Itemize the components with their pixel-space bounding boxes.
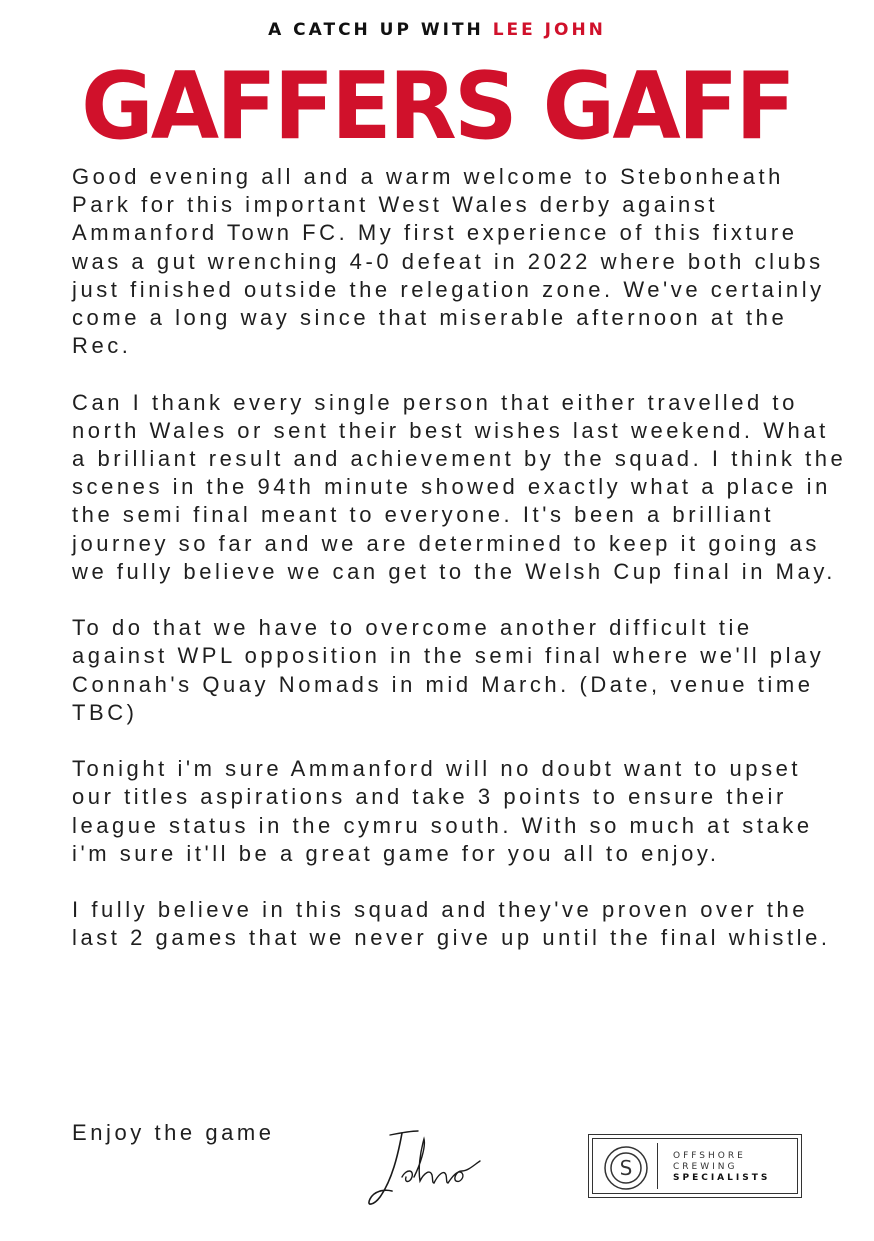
paragraph-3: To do that we have to overcome another difficult tie against WPL opposition in the semi final where we'll play Connah's Quay Nomads in mid March. (Date, venue time TBC) <box>72 615 825 725</box>
article-body <box>72 163 852 981</box>
sponsor-badge <box>588 1134 802 1198</box>
paragraph-5: I fully believe in this squad and they've proven over the last 2 games that we never give up until the final whistle. <box>72 897 831 951</box>
kicker <box>0 20 874 40</box>
paragraph-4: Tonight i'm sure Ammanford will no doubt want to upset our titles aspirations and take 3 points to ensure their league status in the cymru south. With so much at stake i'm sure it'll be a great game for you all to enjoy. <box>72 756 813 866</box>
sponsor-inner-border <box>592 1138 798 1194</box>
sponsor-text <box>673 1151 770 1184</box>
sponsor-logo-letter: S <box>619 1156 633 1180</box>
sponsor-line-1: OFFSHORE <box>673 1151 746 1161</box>
sponsor-logo-icon <box>603 1145 649 1191</box>
closing-line: Enjoy the game <box>72 1120 275 1145</box>
kicker-name: LEE JOHN <box>492 20 606 40</box>
sponsor-divider <box>657 1143 658 1189</box>
kicker-prefix: A CATCH UP WITH <box>268 20 484 40</box>
signature-johno <box>362 1125 492 1210</box>
paragraph-2: Can I thank every single person that either travelled to north Wales or sent their best wishes last weekend. What a brilliant result and achievement by the squad. I think the scenes in the 94th minute showed exactly what a place in the semi final meant to everyone. It's been a brilliant journey so far and we are determined to keep it going as we fully believe we can get to the Welsh Cup final in May. <box>72 389 847 584</box>
page-title: GAFFERS GAFF <box>81 52 793 160</box>
paragraph-1: Good evening all and a warm welcome to Stebonheath Park for this important West Wales derby against Ammanford Town FC. My first experience of this fixture was a gut wrenching 4-0 defeat in 2022 where both clubs just finished outside the relegation zone. We've certainly come a long way since that miserable afternoon at the Rec. <box>72 164 825 359</box>
sponsor-line-2: CREWING <box>673 1162 738 1172</box>
sponsor-line-3: SPECIALISTS <box>673 1173 771 1183</box>
